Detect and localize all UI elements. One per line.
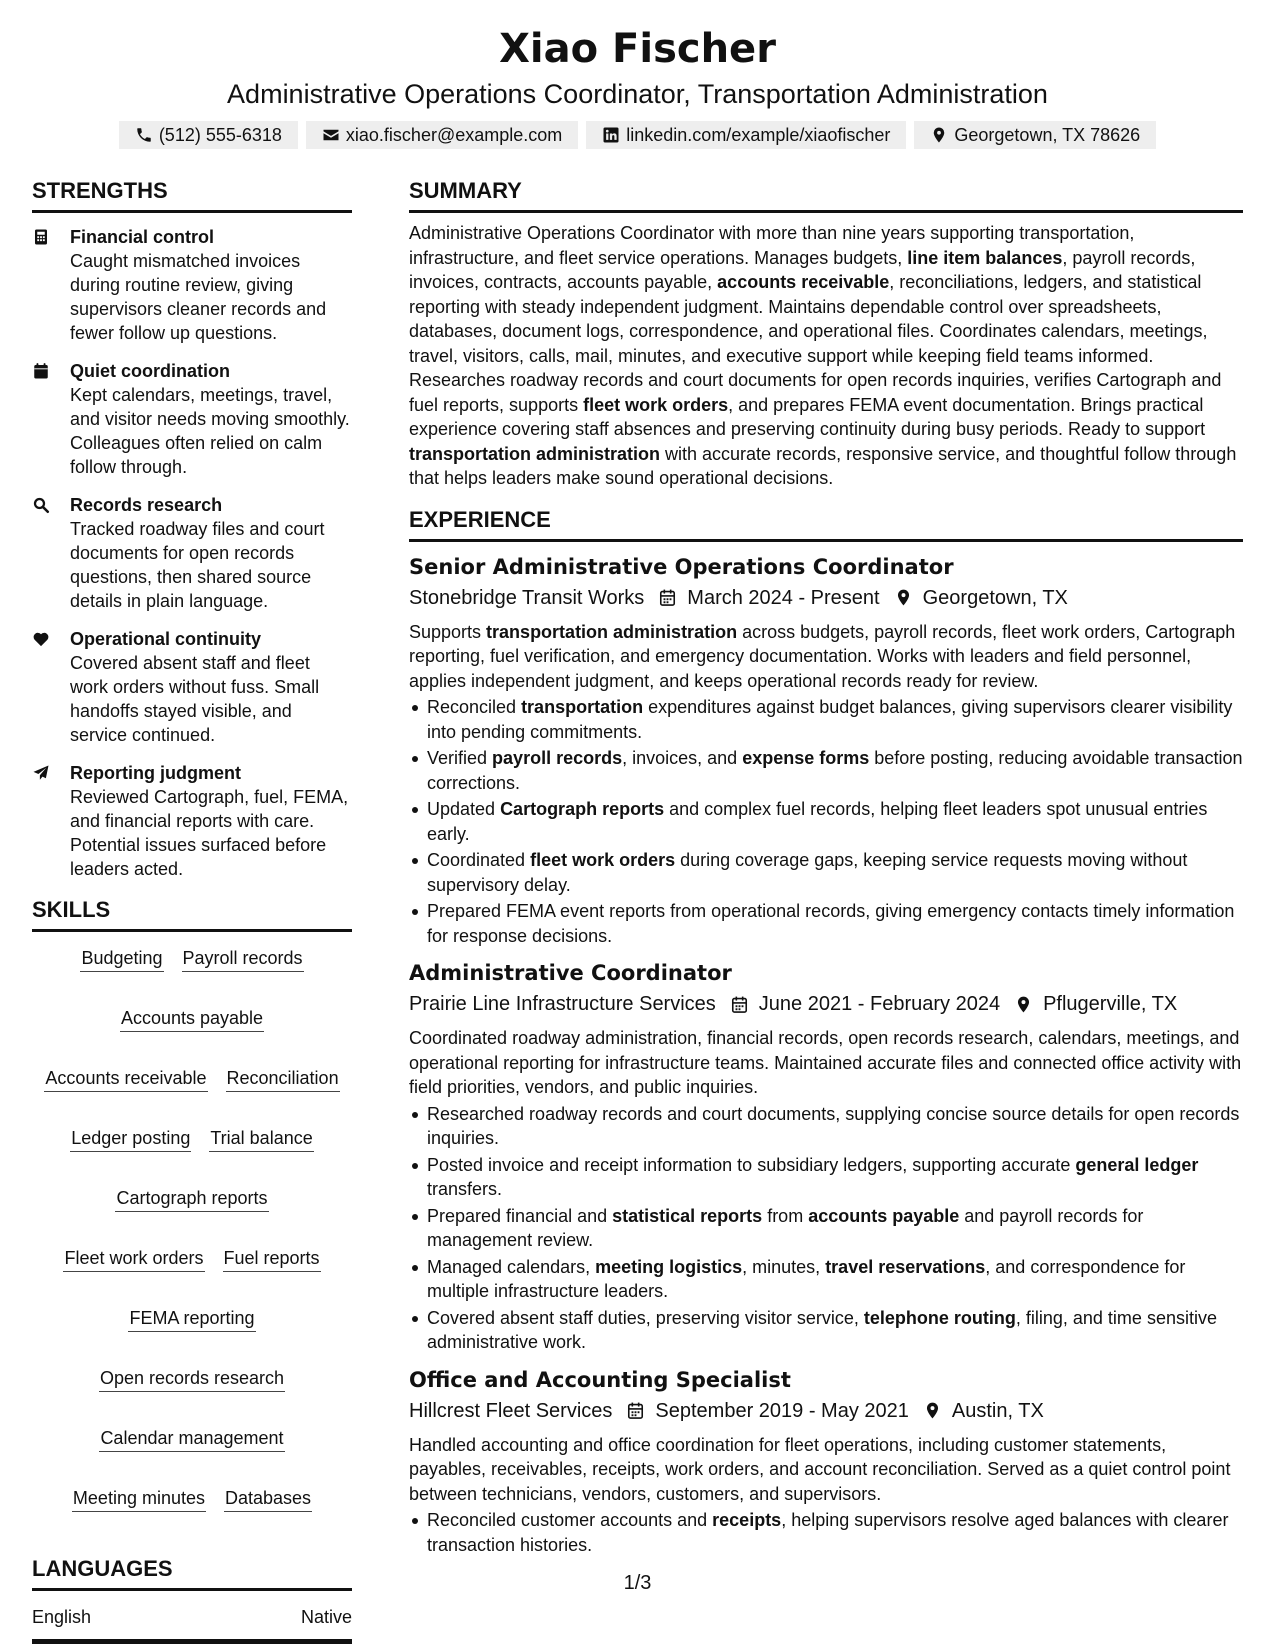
job-bullet: Posted invoice and receipt information to subsidiary ledgers, supporting accurate general ledger transfers. — [409, 1153, 1243, 1202]
skills-section — [32, 895, 352, 1512]
skill-tag: Budgeting — [80, 946, 163, 972]
phone-icon — [135, 126, 153, 144]
highlight: general ledger — [1075, 1154, 1199, 1175]
summary-text: Administrative Operations Coordinator with more than nine years supporting transportation, infrastructure, and fleet service operations. Manages budgets, line item balances, payroll records, invoices, contracts, accounts payable, accounts receivable, reconciliations, ledgers, and statistical reporting with steady independent judgment. Maintains dependable control over spreadsheets, databases, document logs, correspondence, and operational files. Coordinates calendars, meetings, travel, visitors, calls, mail, minutes, and executive support while keeping field teams informed. Researches roadway records and court documents for open records inquiries, verifies Cartograph and fuel reports, supports fleet work orders, and prepares FEMA event documentation. Brings practical experience covering staff absences and preserving continuity during busy periods. Ready to support transportation administration with accurate records, responsive service, and thoughtful follow through that helps leaders make sound operational decisions. — [409, 223, 1237, 488]
job-bullet: Reconciled transportation expenditures against budget balances, giving supervisors clearer visibility into pending commitments. — [409, 695, 1243, 744]
highlight: fleet work orders — [530, 850, 676, 870]
strength-desc: Tracked roadway files and court documents for open records questions, then shared source details in plain language. — [70, 519, 325, 611]
job-title: Senior Administrative Operations Coordinator — [409, 554, 954, 579]
highlight: receipts — [712, 1510, 782, 1530]
highlight: fleet work orders — [583, 394, 729, 415]
map-pin-icon — [923, 1401, 942, 1420]
job-description: Coordinated roadway administration, financial records, open records research, calendars, meetings, and operational reporting for infrastructure teams. Maintained accurate files and connected office activity with field priorities, vendors, and public inquiries. — [409, 1028, 1242, 1097]
contact-linkedin[interactable] — [586, 121, 906, 149]
summary-section — [409, 176, 1243, 491]
email-text: xiao.fischer@example.com — [345, 124, 563, 145]
linkedin-text: linkedin.com/example/xiaofischer — [626, 124, 891, 145]
highlight: meeting logistics — [595, 1256, 743, 1277]
page-number: 1/3 — [623, 1572, 652, 1594]
summary-heading: SUMMARY — [409, 176, 1243, 213]
skill-tag: Open records research — [99, 1366, 285, 1392]
job-entry — [409, 1365, 1243, 1558]
skill-tag: Databases — [224, 1486, 312, 1512]
job-bullet: Prepared financial and statistical reports from accounts payable and payroll records for management review. — [409, 1204, 1243, 1253]
highlight: transportation administration — [486, 621, 738, 642]
job-meta — [409, 583, 1243, 613]
strength-desc: Covered absent staff and fleet work orders without fuss. Small handoffs stayed visible, and service continued. — [70, 653, 320, 745]
job-meta — [409, 989, 1243, 1019]
strength-desc: Caught mismatched invoices during routine review, giving supervisors cleaner records and fewer follow up questions. — [70, 251, 327, 343]
calendar-icon — [730, 995, 749, 1014]
skill-tag: Fleet work orders — [63, 1246, 204, 1272]
highlight: transportation — [521, 697, 644, 717]
strength-item — [32, 493, 352, 613]
skill-tag: Ledger posting — [70, 1126, 191, 1152]
strength-title: Quiet coordination — [70, 361, 230, 381]
phone-text: (512) 555-6318 — [158, 124, 282, 145]
job-bullet: Prepared FEMA event reports from operational records, giving emergency contacts timely information for response decisions. — [409, 899, 1243, 948]
skills-heading: SKILLS — [32, 895, 352, 932]
contact-location — [914, 121, 1156, 149]
linkedin-icon — [602, 126, 620, 144]
highlight: transportation administration — [409, 443, 661, 464]
languages-heading: LANGUAGES — [32, 1554, 352, 1591]
skill-tag: Trial balance — [209, 1126, 313, 1152]
languages-section — [32, 1554, 352, 1644]
paper-plane-icon — [32, 764, 50, 782]
job-location: Austin, TX — [951, 1399, 1044, 1422]
calendar-icon — [32, 362, 50, 380]
job-dates: June 2021 - February 2024 — [758, 993, 1001, 1015]
skill-tag: Payroll records — [182, 946, 304, 972]
highlight: Cartograph reports — [500, 799, 665, 819]
strength-item — [32, 359, 352, 479]
map-pin-icon — [930, 126, 948, 144]
skill-tag: Accounts receivable — [44, 1066, 207, 1092]
location-text: Georgetown, TX 78626 — [954, 124, 1141, 145]
highlight: accounts receivable — [717, 272, 890, 292]
skill-tag: Reconciliation — [226, 1066, 340, 1092]
skill-tag: Meeting minutes — [72, 1486, 206, 1512]
resume-header — [0, 22, 1275, 149]
job-company: Stonebridge Transit Works — [409, 586, 645, 609]
experience-section — [409, 505, 1243, 1558]
job-dates: March 2024 - Present — [687, 586, 880, 609]
highlight: payroll records — [492, 748, 623, 768]
strength-desc: Kept calendars, meetings, travel, and visitor needs moving smoothly. Colleagues often relied on calm follow through. — [70, 385, 350, 477]
candidate-name: Xiao Fischer — [499, 26, 776, 72]
job-bullet: Reconciled customer accounts and receipts, helping supervisors resolve aged balances with clearer transaction histories. — [409, 1508, 1243, 1557]
job-bullet: Updated Cartograph reports and complex fuel records, helping fleet leaders spot unusual entries early. — [409, 797, 1243, 846]
highlight: travel reservations — [825, 1256, 986, 1277]
strength-item — [32, 627, 352, 747]
strength-title: Financial control — [70, 227, 215, 247]
job-bullets — [409, 695, 1243, 948]
strengths-list — [32, 225, 352, 881]
left-column — [32, 176, 352, 1644]
strength-item — [32, 761, 352, 881]
job-entry — [409, 958, 1243, 1355]
candidate-headline: Administrative Operations Coordinator, Transportation Administration — [227, 79, 1048, 109]
right-column — [409, 176, 1243, 1559]
skill-tag: Accounts payable — [120, 1006, 264, 1032]
contact-bar — [0, 121, 1275, 149]
job-company: Prairie Line Infrastructure Services — [409, 993, 716, 1015]
strength-item — [32, 225, 352, 345]
strength-title: Reporting judgment — [70, 763, 241, 783]
highlight: expense forms — [742, 748, 870, 768]
search-icon — [32, 496, 50, 514]
job-entry — [409, 552, 1243, 949]
job-list — [409, 552, 1243, 1558]
job-bullet: Verified payroll records, invoices, and expense forms before posting, reducing avoidable transaction corrections. — [409, 746, 1243, 795]
calculator-icon — [32, 228, 50, 246]
envelope-icon — [322, 126, 340, 144]
skill-tag: Cartograph reports — [115, 1186, 268, 1212]
job-dates: September 2019 - May 2021 — [655, 1399, 909, 1422]
job-title: Administrative Coordinator — [409, 961, 732, 985]
strength-desc: Reviewed Cartograph, fuel, FEMA, and financial reports with care. Potential issues surfaced before leaders acted. — [70, 787, 349, 879]
job-bullet: Covered absent staff duties, preserving visitor service, telephone routing, filing, and time sensitive administrative work. — [409, 1306, 1243, 1355]
job-bullet: Researched roadway records and court documents, supplying concise source details for open records inquiries. — [409, 1102, 1243, 1151]
language-name: English — [32, 1607, 92, 1627]
map-pin-icon — [1014, 995, 1033, 1014]
highlight: accounts payable — [808, 1205, 960, 1226]
highlight: telephone routing — [863, 1307, 1016, 1328]
heart-icon — [32, 630, 50, 648]
contact-email[interactable] — [306, 121, 578, 149]
calendar-icon — [658, 588, 677, 607]
calendar-icon — [626, 1401, 645, 1420]
strengths-section — [32, 176, 352, 881]
strength-title: Operational continuity — [70, 629, 262, 649]
skill-tag: Fuel reports — [223, 1246, 321, 1272]
language-row — [32, 1605, 352, 1644]
job-bullet: Managed calendars, meeting logistics, minutes, travel reservations, and correspondence for multiple infrastructure leaders. — [409, 1255, 1243, 1304]
job-description: Handled accounting and office coordination for fleet operations, including customer statements, payables, receivables, receipts, work orders, and account reconciliation. Served as a quiet control point between technicians, vendors, customers, and supervisors. — [409, 1434, 1231, 1504]
job-bullets — [409, 1508, 1243, 1557]
experience-heading: EXPERIENCE — [409, 505, 1243, 542]
job-location: Georgetown, TX — [922, 586, 1068, 609]
strengths-heading: STRENGTHS — [32, 176, 352, 213]
job-bullets — [409, 1102, 1243, 1355]
job-meta — [409, 1396, 1243, 1426]
highlight: line item balances — [907, 247, 1063, 268]
job-title: Office and Accounting Specialist — [409, 1367, 791, 1392]
job-description: Supports transportation administration across budgets, payroll records, fleet work orders, Cartograph reporting, fuel verification, and emergency documentation. Works with leaders and field personnel, applies independent judgment, and keeps operational records ready for review. — [409, 621, 1236, 691]
highlight: statistical reports — [612, 1205, 763, 1226]
skill-tag: Calendar management — [99, 1426, 284, 1452]
strength-title: Records research — [70, 495, 223, 515]
skill-tag: FEMA reporting — [128, 1306, 255, 1332]
map-pin-icon — [894, 588, 913, 607]
contact-phone[interactable] — [119, 121, 298, 149]
language-level: Native — [300, 1607, 352, 1627]
skills-list — [32, 946, 352, 1512]
job-company: Hillcrest Fleet Services — [409, 1399, 613, 1422]
job-location: Pflugerville, TX — [1043, 993, 1178, 1015]
job-bullet: Coordinated fleet work orders during coverage gaps, keeping service requests moving without supervisory delay. — [409, 848, 1243, 897]
